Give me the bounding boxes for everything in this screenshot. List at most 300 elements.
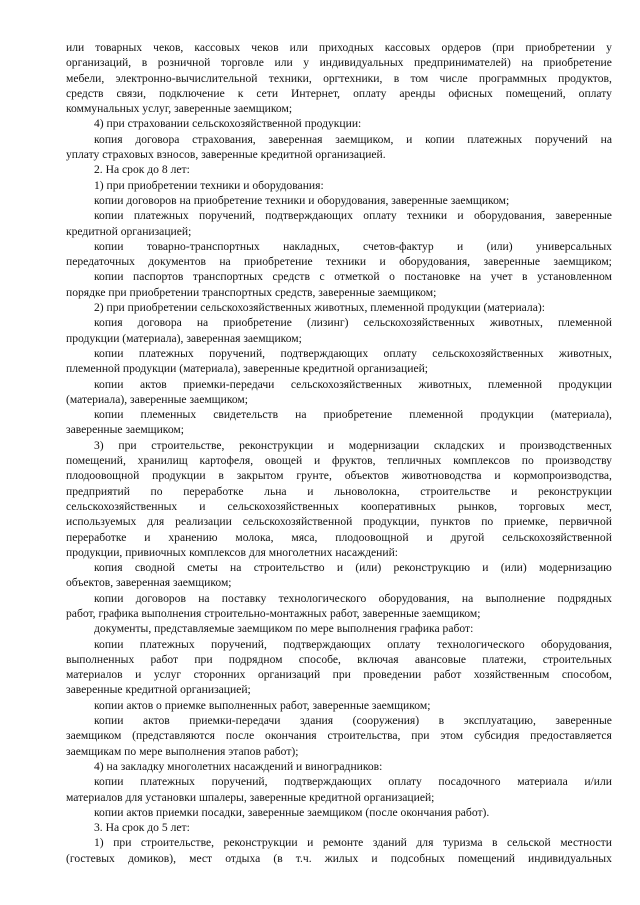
word: чеков xyxy=(251,41,279,54)
word: страхования, xyxy=(192,132,256,146)
word: сельскохозяйственной xyxy=(242,515,353,529)
word: продуктов, xyxy=(558,71,612,85)
word: товарно-транспортных xyxy=(146,239,260,253)
word: племенных xyxy=(140,408,197,422)
word: объектов xyxy=(344,469,389,483)
word: оплату xyxy=(383,346,417,360)
word: торговле xyxy=(220,56,264,70)
word: электронно-вычислительной xyxy=(115,71,258,85)
word: поручений, xyxy=(209,346,266,360)
word: модернизацию xyxy=(539,561,612,575)
word: (лизинг) xyxy=(306,316,349,330)
word: организаций xyxy=(257,668,321,682)
text-line: копии договоров на приобретение техники и оборудования, заверенные заемщиком; xyxy=(94,193,510,207)
word: закрытом xyxy=(236,469,284,483)
word: заемщиком xyxy=(66,729,122,743)
word: и xyxy=(406,132,413,146)
word: здания xyxy=(299,714,334,728)
word: и xyxy=(457,209,464,223)
text-line: порядке при приобретении транспортных средств, заверенные заемщиком; xyxy=(66,285,437,299)
word: используемых xyxy=(66,515,137,529)
word: чеков, xyxy=(153,41,184,54)
word: материалов xyxy=(66,668,123,682)
text-line: материалов для установки шпалеры, заверенные кредитной организацией; xyxy=(66,790,435,804)
word: и xyxy=(511,484,518,498)
word: передаточных xyxy=(66,255,135,269)
word: (представляются xyxy=(132,729,216,743)
text-line xyxy=(66,269,612,284)
word: по xyxy=(521,454,534,468)
word: у xyxy=(606,41,612,54)
word: поручений, xyxy=(211,775,268,789)
word: выполненных xyxy=(66,652,135,666)
word: счетов-фактур xyxy=(363,239,434,253)
word: (или) xyxy=(500,561,527,575)
word: реконструкции xyxy=(223,836,298,850)
word: при xyxy=(332,668,351,682)
word: эксплуатацию, xyxy=(463,714,536,728)
text-line xyxy=(66,530,612,545)
word: оборудования, xyxy=(473,209,545,223)
text-line xyxy=(66,438,612,453)
word: на xyxy=(469,270,482,284)
word: индивидуальных xyxy=(528,851,612,865)
word: проведении xyxy=(363,668,422,682)
word: программных xyxy=(478,71,547,85)
word: и xyxy=(307,836,314,850)
word: копии xyxy=(94,714,124,728)
word: копия xyxy=(94,132,123,146)
word: т.ч. xyxy=(295,851,312,865)
text-line: заемщикам по мере выполнения этапов работ); xyxy=(66,744,299,758)
text-line xyxy=(66,713,612,728)
word: в xyxy=(141,56,148,70)
word: числе xyxy=(439,71,468,85)
word: приобретение xyxy=(323,408,393,422)
word: материала xyxy=(517,775,568,789)
word: оплату xyxy=(363,209,397,223)
word: работ xyxy=(150,652,179,666)
text-line xyxy=(66,55,612,70)
word: кооперативных xyxy=(360,499,436,513)
word: выполнение xyxy=(485,591,546,605)
word: паспортов xyxy=(133,270,184,284)
word: этом xyxy=(440,729,464,743)
word: заверенная xyxy=(268,132,323,146)
text-line xyxy=(66,239,612,254)
word: оплату xyxy=(387,637,421,651)
text-line xyxy=(66,407,612,422)
word: постановке xyxy=(404,270,461,284)
word: сторонних xyxy=(193,668,246,682)
word: оргтехники, xyxy=(323,71,383,85)
word: на xyxy=(295,408,307,422)
word: первичной xyxy=(559,515,612,529)
word: о xyxy=(389,270,395,284)
word: при xyxy=(411,729,430,743)
word: документов xyxy=(148,255,206,269)
text-line: племенной продукции (материала), заверенные кредитной организацией; xyxy=(66,362,429,376)
word: договора xyxy=(135,132,180,146)
word: и/или xyxy=(584,775,612,789)
word: продукции xyxy=(558,377,612,391)
word: средств xyxy=(272,270,310,284)
text-line xyxy=(66,560,612,575)
word: кормопроизводства, xyxy=(513,469,612,483)
word: и xyxy=(327,438,335,452)
word: подрядных xyxy=(557,591,612,605)
word: платежных xyxy=(138,346,194,360)
word: актов xyxy=(139,377,167,391)
word: сельскохозяйственных xyxy=(66,499,178,513)
word: транспортных xyxy=(192,270,263,284)
word: технологического xyxy=(278,591,367,605)
word: субсидия xyxy=(473,729,520,743)
word: и xyxy=(379,255,386,269)
word: на xyxy=(219,255,231,269)
word: или xyxy=(66,41,85,54)
word: заверенные xyxy=(555,209,612,223)
word: оплату xyxy=(353,86,387,100)
word: реконструкции xyxy=(239,438,314,452)
word: поручений, xyxy=(199,209,255,223)
word: (материала), xyxy=(550,408,612,422)
word: предоставляется xyxy=(530,729,612,743)
word: (при xyxy=(492,41,515,54)
text-line: копии актов о приемке выполненных работ, заверенные заемщиком; xyxy=(94,698,431,712)
word: приобретение xyxy=(244,255,313,269)
text-line: 4) при страховании сельскохозяйственной продукции: xyxy=(94,117,362,131)
word: племенной xyxy=(557,316,612,330)
word: платежных xyxy=(140,775,195,789)
word: молока, xyxy=(235,530,274,544)
word: при xyxy=(118,438,137,452)
word: комплексов xyxy=(453,454,510,468)
word: на xyxy=(600,132,612,146)
word: помещений, xyxy=(66,454,126,468)
word: универсальных xyxy=(536,239,612,253)
text-line: объектов, заверенная заемщиком; xyxy=(66,576,232,590)
word: подрядном xyxy=(228,652,283,666)
word: животных, xyxy=(558,346,612,360)
word: 1) xyxy=(94,836,104,850)
word: продукции xyxy=(152,469,206,483)
text-line xyxy=(66,346,612,361)
word: мест xyxy=(189,851,213,865)
word: пунктов xyxy=(430,515,471,529)
word: приобретении xyxy=(525,41,596,54)
word: или xyxy=(274,56,293,70)
word: приемки-передачи xyxy=(189,714,281,728)
word: переработке xyxy=(183,484,244,498)
word: при xyxy=(113,836,132,850)
word: платежных xyxy=(139,637,195,651)
word: средств xyxy=(66,86,104,100)
word: и xyxy=(313,454,321,468)
word: животных, xyxy=(418,377,472,391)
word: работ xyxy=(433,668,462,682)
word: у xyxy=(303,56,310,70)
word: зданий xyxy=(372,836,407,850)
word: копии xyxy=(425,132,455,146)
word: жилых xyxy=(324,851,359,865)
word: договора xyxy=(137,316,182,330)
word: подтверждающих xyxy=(265,209,353,223)
word: животных, xyxy=(489,316,543,330)
word: переработке xyxy=(66,530,127,544)
word: услуг xyxy=(153,668,182,682)
word: приобретение xyxy=(543,56,612,70)
word: производству xyxy=(545,454,612,468)
word: копии xyxy=(94,346,124,360)
word: на xyxy=(521,56,533,70)
text-line xyxy=(66,728,612,743)
word: продукции, xyxy=(363,515,420,529)
word: сельскохозяйственных xyxy=(363,316,475,330)
word: хранению xyxy=(168,530,218,544)
word: туризма xyxy=(442,836,483,850)
word: ремонте xyxy=(322,836,364,850)
text-line: заверенные заемщиком; xyxy=(66,423,184,437)
word: связи, xyxy=(116,86,146,100)
word: оборудования, xyxy=(399,255,471,269)
text-line: коммунальных услуг, заверенные заемщиком; xyxy=(66,102,293,116)
word: сводной xyxy=(134,561,175,575)
word: или xyxy=(289,41,308,54)
word: тепличных xyxy=(387,454,442,468)
word: посадочного xyxy=(438,775,501,789)
text-line xyxy=(66,40,612,55)
text-line: 4) на закладку многолетних насаждений и виноградников: xyxy=(94,759,383,773)
word: и xyxy=(371,851,378,865)
word: реконструкцию xyxy=(393,561,471,575)
word: (сооружения) xyxy=(352,714,420,728)
text-line xyxy=(66,71,612,86)
word: договоров xyxy=(135,591,186,605)
word: реконструкции xyxy=(537,484,612,498)
word: мебели, xyxy=(66,71,105,85)
word: подтверждающих xyxy=(284,775,372,789)
text-line xyxy=(66,591,612,606)
word: мест, xyxy=(586,499,612,513)
word: (или) xyxy=(355,561,382,575)
word: техники xyxy=(406,209,448,223)
word: на xyxy=(461,591,474,605)
word: фруктов, xyxy=(331,454,376,468)
word: приходных xyxy=(318,41,374,54)
word: в xyxy=(522,270,528,284)
word: после xyxy=(225,729,255,743)
text-line: 2. На срок до 8 лет: xyxy=(94,163,190,177)
word: сельскохозяйственной xyxy=(502,530,612,544)
word: производственных xyxy=(519,438,612,452)
word: на xyxy=(198,591,210,605)
word: плодоовощной xyxy=(335,530,409,544)
text-line: уплату страховых взносов, заверенные кредитной организацией. xyxy=(66,148,386,162)
word: племенной xyxy=(488,377,543,391)
text-line xyxy=(66,667,612,682)
word: предпринимателей) xyxy=(413,56,511,70)
word: техники xyxy=(326,255,367,269)
word: и xyxy=(426,530,433,544)
text-line: кредитной организацией; xyxy=(66,224,192,238)
word: в xyxy=(393,71,400,85)
word: оборудования, xyxy=(378,591,450,605)
word: учет xyxy=(490,270,513,284)
text-line: документы, представляемые заемщиком по мере выполнения графика работ: xyxy=(94,622,474,636)
word: местности xyxy=(560,836,612,850)
word: авансовые xyxy=(414,652,467,666)
word: строительство xyxy=(253,561,325,575)
word: предприятий xyxy=(66,484,130,498)
text-line xyxy=(66,208,612,223)
word: сельскохозяйственных xyxy=(432,346,544,360)
word: реализации xyxy=(175,515,232,529)
word: модернизации xyxy=(348,438,420,452)
word: с xyxy=(319,270,325,284)
text-line: копии актов приемки посадки, заверенные заемщиком (после окончания работ). xyxy=(94,805,490,819)
word: домиков), xyxy=(127,851,177,865)
word: строительства, xyxy=(327,729,401,743)
word: свидетельств xyxy=(213,408,279,422)
word: копии xyxy=(94,239,124,253)
word: копии xyxy=(94,591,124,605)
word: животноводства xyxy=(401,469,482,483)
word: помещений xyxy=(458,851,515,865)
text-line xyxy=(66,484,612,499)
word: картофеля, xyxy=(199,454,254,468)
word: заемщиком; xyxy=(553,255,612,269)
text-line: (материала), заверенные заемщиком; xyxy=(66,392,248,406)
word: и xyxy=(144,530,151,544)
word: строительстве, xyxy=(140,836,215,850)
word: способе, xyxy=(298,652,341,666)
word: к xyxy=(237,86,244,100)
word: копии xyxy=(94,377,124,391)
word: установленном xyxy=(537,270,612,284)
word: подключение xyxy=(158,86,225,100)
word: актов xyxy=(142,714,170,728)
word: Интернет, xyxy=(291,86,341,100)
word: розничной xyxy=(157,56,211,70)
word: грунте, xyxy=(296,469,332,483)
word: торговых xyxy=(519,499,565,513)
word: сельской xyxy=(506,836,551,850)
word: заверенные xyxy=(483,255,541,269)
word: и xyxy=(482,561,489,575)
word: хранилищ xyxy=(137,454,188,468)
text-line xyxy=(66,499,612,514)
word: в xyxy=(438,714,445,728)
word: технологического xyxy=(436,637,525,651)
word: строительстве xyxy=(420,484,491,498)
word: заверенные xyxy=(555,714,612,728)
word: и xyxy=(336,561,344,575)
word: отдыха xyxy=(225,851,261,865)
text-line: работ, графика выполнения строительно-монтажных работ, заверенные заемщиком; xyxy=(66,606,481,620)
word: и xyxy=(494,469,501,483)
word: в xyxy=(491,836,498,850)
word: и xyxy=(199,499,206,513)
word: для xyxy=(416,836,434,850)
word: овощей xyxy=(264,454,303,468)
text-line: продукции (материала), заверенная заемщиком; xyxy=(66,331,302,345)
word: (или) xyxy=(486,239,513,253)
word: и xyxy=(307,484,314,498)
word: копия xyxy=(94,561,123,575)
word: товарных xyxy=(95,41,143,54)
text-line: 2) при приобретении сельскохозяйственных животных, племенной продукции (материала): xyxy=(94,301,545,315)
word: оплату xyxy=(388,775,422,789)
text-line xyxy=(66,86,612,101)
text-line xyxy=(66,637,612,652)
word: приемки-передачи xyxy=(183,377,275,391)
word: отметкой xyxy=(334,270,380,284)
text-line xyxy=(66,514,612,529)
word: продукции xyxy=(480,408,534,422)
text-line xyxy=(66,254,612,269)
word: поставку xyxy=(221,591,267,605)
word: другой xyxy=(450,530,485,544)
word: копии xyxy=(94,270,124,284)
text-line xyxy=(66,453,612,468)
word: при xyxy=(194,652,213,666)
word: подтверждающих xyxy=(280,346,369,360)
word: помещений, xyxy=(505,86,566,100)
text-line: заверенные кредитной организацией; xyxy=(66,683,251,697)
word: плодоовощной xyxy=(66,469,140,483)
word: рынков, xyxy=(457,499,497,513)
word: складских xyxy=(433,438,485,452)
text-line xyxy=(66,377,612,392)
word: и xyxy=(498,438,506,452)
word: хозяйственным xyxy=(473,668,550,682)
word: льна xyxy=(264,484,287,498)
text-line xyxy=(66,835,612,850)
word: (в xyxy=(273,851,283,865)
word: и xyxy=(457,239,464,253)
word: в xyxy=(218,469,224,483)
text-line xyxy=(66,851,612,866)
word: включая xyxy=(357,652,399,666)
text-line: продукции, привиочных комплексов для многолетних насаждений: xyxy=(66,545,398,559)
word: аренды xyxy=(399,86,436,100)
word: сельскохозяйственных xyxy=(227,499,339,513)
word: строительных xyxy=(542,652,612,666)
text-line: 3. На срок до 5 лет: xyxy=(94,821,190,835)
word: подтверждающих xyxy=(283,637,371,651)
word: том xyxy=(410,71,429,85)
text-line xyxy=(66,315,612,330)
word: на xyxy=(230,561,242,575)
word: копия xyxy=(94,316,123,330)
word: платежных xyxy=(467,132,523,146)
text-line xyxy=(66,132,612,147)
word: ордеров xyxy=(441,41,482,54)
word: оплату xyxy=(578,86,612,100)
word: копии xyxy=(94,775,124,789)
word: сельскохозяйственных xyxy=(290,377,403,391)
word: организаций, xyxy=(66,56,132,70)
text-line xyxy=(66,468,612,483)
word: приемке, xyxy=(504,515,549,529)
word: копии xyxy=(94,408,124,422)
word: копии xyxy=(94,209,124,223)
word: и xyxy=(135,668,142,682)
word: на xyxy=(196,316,209,330)
word: для xyxy=(147,515,165,529)
word: платежи, xyxy=(482,652,527,666)
